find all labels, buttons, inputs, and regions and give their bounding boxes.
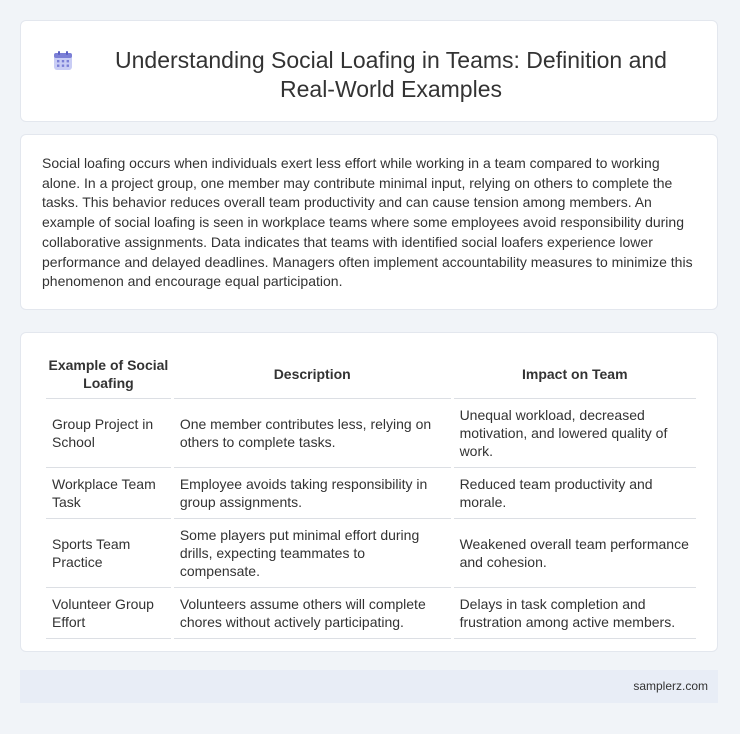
page-title: Understanding Social Loafing in Teams: Definition and Real-World Examples (115, 47, 667, 102)
example-cell: Workplace Team Task (46, 468, 171, 519)
example-cell: Group Project in School (46, 399, 171, 468)
example-cell: Volunteer Group Effort (46, 588, 171, 639)
column-header-example: Example of Social Loafing (46, 351, 171, 399)
table-row (46, 519, 696, 588)
impact-cell: Unequal workload, decreased motivation, and lowered quality of work. (454, 399, 696, 468)
table-row (46, 399, 696, 468)
calendar-icon (52, 50, 74, 72)
table-row (46, 468, 696, 519)
impact-cell: Delays in task completion and frustration among active members. (454, 588, 696, 639)
description-cell: Some players put minimal effort during drills, expecting teammates to compensate. (174, 519, 451, 588)
description-cell: One member contributes less, relying on others to complete tasks. (174, 399, 451, 468)
column-header-impact: Impact on Team (454, 351, 696, 399)
impact-cell: Weakened overall team performance and cohesion. (454, 519, 696, 588)
description-cell: Employee avoids taking responsibility in group assignments. (174, 468, 451, 519)
summary-card (20, 134, 718, 310)
impact-cell: Reduced team productivity and morale. (454, 468, 696, 519)
footer (20, 670, 718, 703)
table-header-row (46, 351, 696, 399)
column-header-description: Description (174, 351, 451, 399)
example-cell: Sports Team Practice (46, 519, 171, 588)
description-cell: Volunteers assume others will complete chores without actively participating. (174, 588, 451, 639)
examples-table (43, 351, 699, 639)
title-card (20, 20, 718, 122)
footer-site-link[interactable]: samplerz.com (633, 679, 708, 693)
summary-paragraph: Social loafing occurs when individuals exert less effort while working in a team compared to working alone. In a project group, one member may contribute minimal input, relying on others to complete the tasks. This behavior reduces overall team productivity and can cause tension among members. An example of social loafing is seen in workplace teams where some employees avoid responsibility during collaborative assignments. Data indicates that teams with identified social loafers experience lower performance and delayed deadlines. Managers often implement accountability measures to minimize this phenomenon and encourage equal participation. (42, 155, 693, 290)
table-row (46, 588, 696, 639)
table-card (20, 332, 718, 652)
